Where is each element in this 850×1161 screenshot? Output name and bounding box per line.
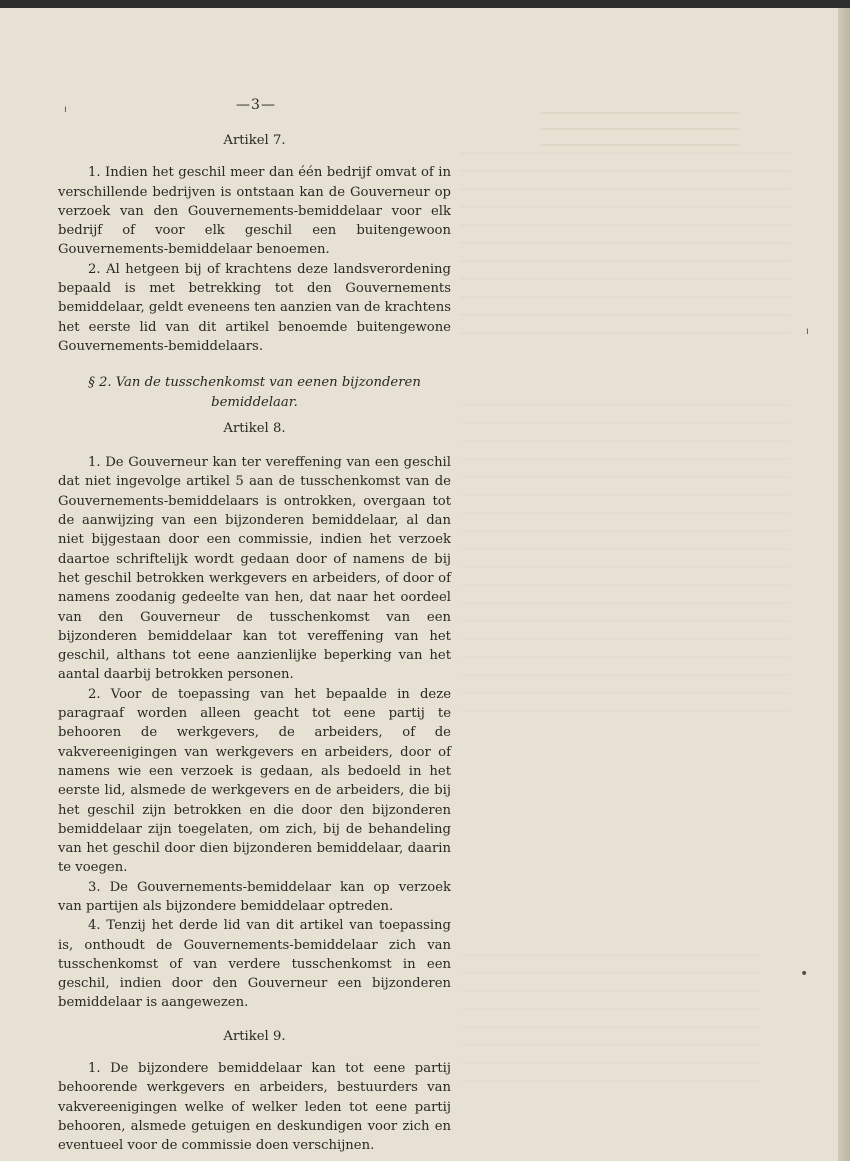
- article-7-heading: Artikel 7.: [223, 133, 286, 148]
- bleed-through-block: [460, 938, 760, 1088]
- bleed-through-block: [460, 388, 790, 718]
- article-7-paragraph-2: 2. Al hetgeen bij of krachtens deze landsverordening bepaald is met betrekking tot den Gouvernements bemiddelaar, geldt eveneens ten aanzien van de krachtens het eerste lid van dit artikel benoemde buitengewone Gouvernements-bemiddelaars.: [58, 261, 451, 354]
- article-8-paragraph-1: 1. De Gouverneur kan ter vereffening van een geschil dat niet ingevolge artikel 5 aan de tusschenkomst van de Gouvernements-bemiddelaars is ontrokken, overgaan tot de aanwijzing van een bijzonderen bemiddelaar, al dan niet bijgestaan door een commissie, indien het verzoek daartoe schriftelijk wordt gedaan door of namens de bij het geschil betrokken werkgevers en arbeiders, of door of namens zoodanig gedeelte van hen, dat naar het oordeel van den Gouverneur de tusschenkomst van een bijzonderen bemiddelaar kan tot vereffening van het geschil, althans tot eene aanzienlijke beperking van het aantal daarbij betrokken personen.: [58, 455, 451, 683]
- document-page: [0, 8, 838, 1161]
- section-2-title: § 2. Van de tusschenkomst van eenen bijzonderen: [88, 375, 421, 391]
- article-8-paragraph-4: 4. Tenzij het derde lid van dit artikel van toepassing is, onthoudt de Gouvernements-bemiddelaar zich van tusschenkomst of van verdere tusschenkomst in een geschil, indien door den Gouverneur een bijzonderen bemiddelaar is aangewezen.: [58, 918, 451, 1011]
- section-2-title-continued: bemiddelaar.: [211, 394, 298, 410]
- speck-mark: ı: [806, 326, 809, 337]
- bleed-through-block: [460, 136, 790, 346]
- article-8-paragraph-3: 3. De Gouvernements-bemiddelaar kan op verzoek van partijen als bijzondere bemiddelaar optreden.: [58, 879, 451, 914]
- page-number: —3—: [236, 97, 276, 113]
- article-9-heading: Artikel 9.: [223, 1028, 286, 1044]
- speck-mark: ı: [64, 104, 67, 115]
- page-right-edge: [838, 8, 850, 1161]
- scan-top-border: [0, 0, 850, 8]
- main-text-column: [58, 131, 451, 1156]
- article-8-heading: Artikel 8.: [223, 420, 286, 436]
- article-8-paragraph-2: 2. Voor de toepassing van het bepaalde in deze paragraaf worden alleen geacht tot eene partij te behooren de werkgevers, de arbeiders, of de vakvereenigingen van werkgevers en arbeiders, door of namens wie een verzoek is gedaan, als bedoeld in het eerste lid, alsmede de werkgevers en de arbeiders, die bij het geschil zijn betrokken en die door den bijzonderen bemiddelaar zijn toegelaten, om zich, bij de behandeling van het geschil door dien bijzonderen bemiddelaar, daarin te voegen.: [58, 686, 451, 876]
- article-9-paragraph-1: 1. De bijzondere bemiddelaar kan tot eene partij behoorende werkgevers en arbeiders, bestuurders van vakvereenigingen welke of welker leden tot eene partij behooren, alsmede getuigen en deskundigen voor zich en eventueel voor de commissie doen verschijnen.: [58, 1061, 451, 1154]
- article-7-paragraph-1: 1. Indien het geschil meer dan één bedrijf omvat of in verschillende bedrijven is ontstaan kan de Gouverneur op verzoek van den Gouvernements-bemiddelaar voor elk bedrijf of voor elk geschil een buitengewoon Gouvernements-bemiddelaar benoemen.: [58, 165, 451, 258]
- speck-mark: •: [800, 966, 809, 982]
